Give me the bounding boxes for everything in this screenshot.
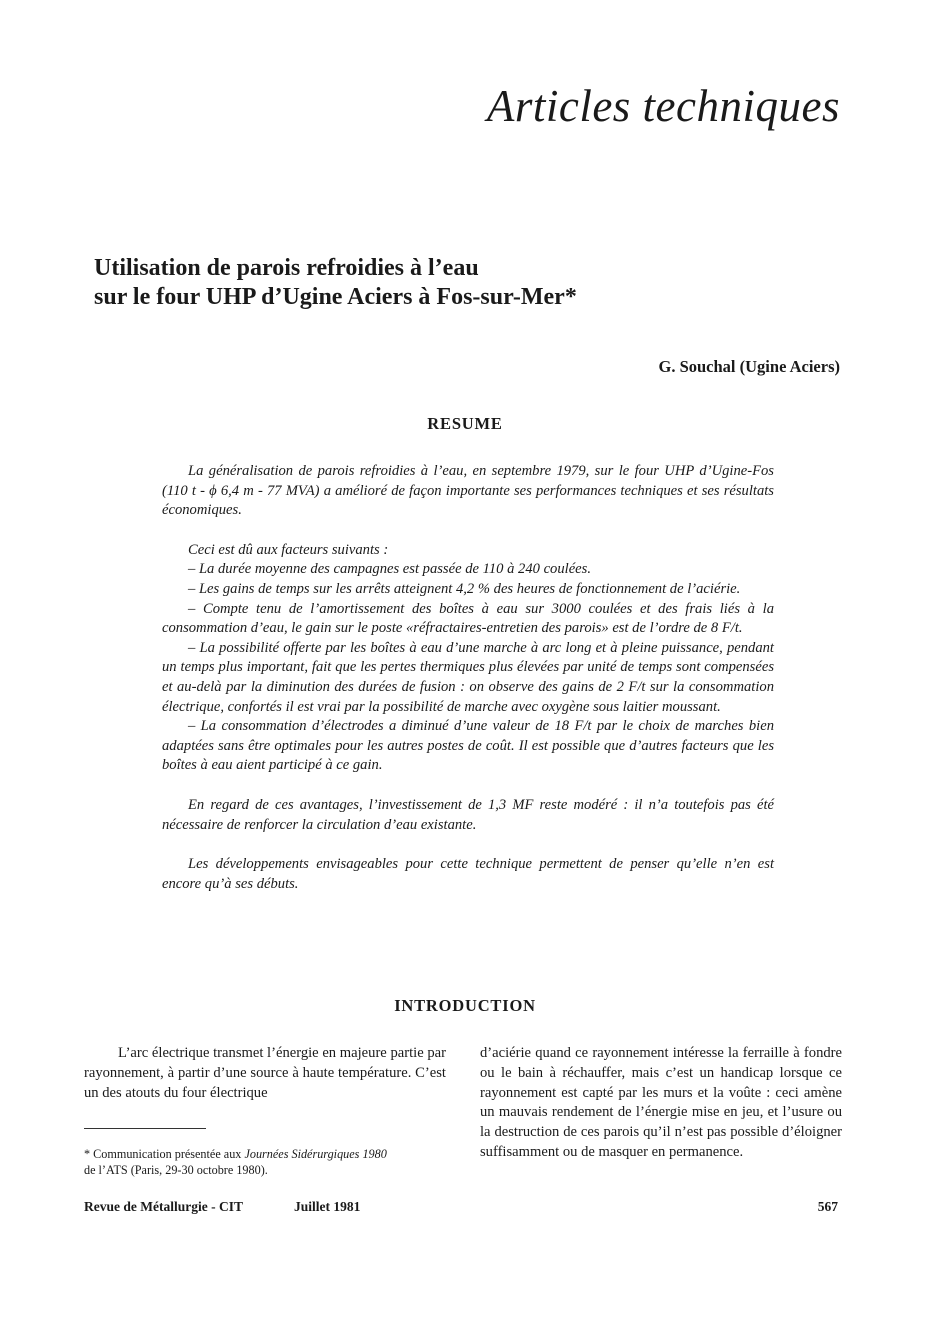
footnote-suffix: de l’ATS (Paris, 29-30 octobre 1980). — [84, 1163, 268, 1177]
factors-lead: Ceci est dû aux facteurs suivants : — [188, 541, 389, 558]
section-heading: Articles techniques — [486, 81, 840, 131]
page-number: 567 — [817, 1199, 838, 1214]
footnote — [84, 1146, 464, 1178]
intro-paragraph-left: L’arc électrique transmet l’énergie en majeure partie par rayonnement, à partir d’une source à haute température. C’est un des atouts du four électrique — [84, 1045, 446, 1101]
title-line-1: Utilisation de parois refroidies à l’eau — [94, 255, 479, 281]
factor-item: – Compte tenu de l’amortissement des boîtes à eau sur 3000 coulées et des frais liés à la consommation d’eau, le gain sur le poste «réfractaires-entretien des parois» est de l’ordre de 8 F/t. — [162, 600, 774, 637]
intro-paragraph-right: d’aciérie quand ce rayonnement intéresse la ferraille à fondre ou le bain à réchauffer, mais c’est un handicap lorsque ce rayonnement est capté par les murs et la voûte : ceci amène un mauvais rendement de l’énergie mise en jeu, et l’usure ou la destruction de ces parois qu’il n’est pas possible d’éloigner suffisamment ou de masquer en permanence. — [480, 1045, 842, 1160]
factor-item: – La consommation d’électrodes a diminué d’une valeur de 18 F/t par le choix de marches bien adaptées sans être optimales pour les autres postes de coût. Il est possible que d’autres facteurs que les boîtes à eau aient participé à ce gain. — [162, 718, 774, 774]
title-line-2: sur le four UHP d’Ugine Aciers à Fos-sur-Mer* — [94, 284, 577, 310]
body-column-left — [84, 1044, 446, 1103]
body-column-right — [480, 1044, 842, 1163]
factor-item: – La possibilité offerte par les boîtes à eau d’une marche à arc long et à pleine puissance, pendant un temps plus important, fait que les pertes thermiques plus élevées par unité de temps sont compensées et au-delà par la diminution des durées de fusion : on observe des gains de 2 F/t sur la consommation électrique, confortés il est vrai par la possibilité de marche avec oxygène sous laitier moussant. — [162, 639, 774, 715]
factor-item: – Les gains de temps sur les arrêts atteignent 4,2 % des heures de fonctionnement de l’aciérie. — [188, 580, 741, 597]
author-byline: G. Souchal (Ugine Aciers) — [658, 357, 840, 376]
factor-item: – La durée moyenne des campagnes est passée de 110 à 240 coulées. — [188, 561, 591, 578]
article-title — [94, 254, 694, 312]
abstract-investment: En regard de ces avantages, l’investissement de 1,3 MF reste modéré : il n’a toutefois pas été nécessaire de renforcer la circulation d’eau existante. — [162, 796, 774, 833]
abstract — [162, 462, 774, 894]
footnote-event: Journées Sidérurgiques 1980 — [244, 1147, 387, 1161]
resume-heading: RESUME — [427, 414, 503, 433]
abstract-intro: La généralisation de parois refroidies à l’eau, en septembre 1979, sur le four UHP d’Ugine-Fos (110 t - ϕ 6,4 m - 77 MVA) a amélioré de façon importante ses performances techniques et ses résultats économiques. — [162, 463, 774, 519]
footer-journal: Revue de Métallurgie - CIT — [84, 1199, 243, 1214]
footnote-prefix: * Communication présentée aux — [84, 1147, 245, 1161]
footnote-divider — [84, 1128, 206, 1129]
introduction-heading: INTRODUCTION — [394, 996, 536, 1015]
abstract-outlook: Les développements envisageables pour cette technique permettent de penser qu’elle n’en est encore qu’à ses débuts. — [162, 856, 774, 892]
footer-date: Juillet 1981 — [294, 1199, 361, 1214]
